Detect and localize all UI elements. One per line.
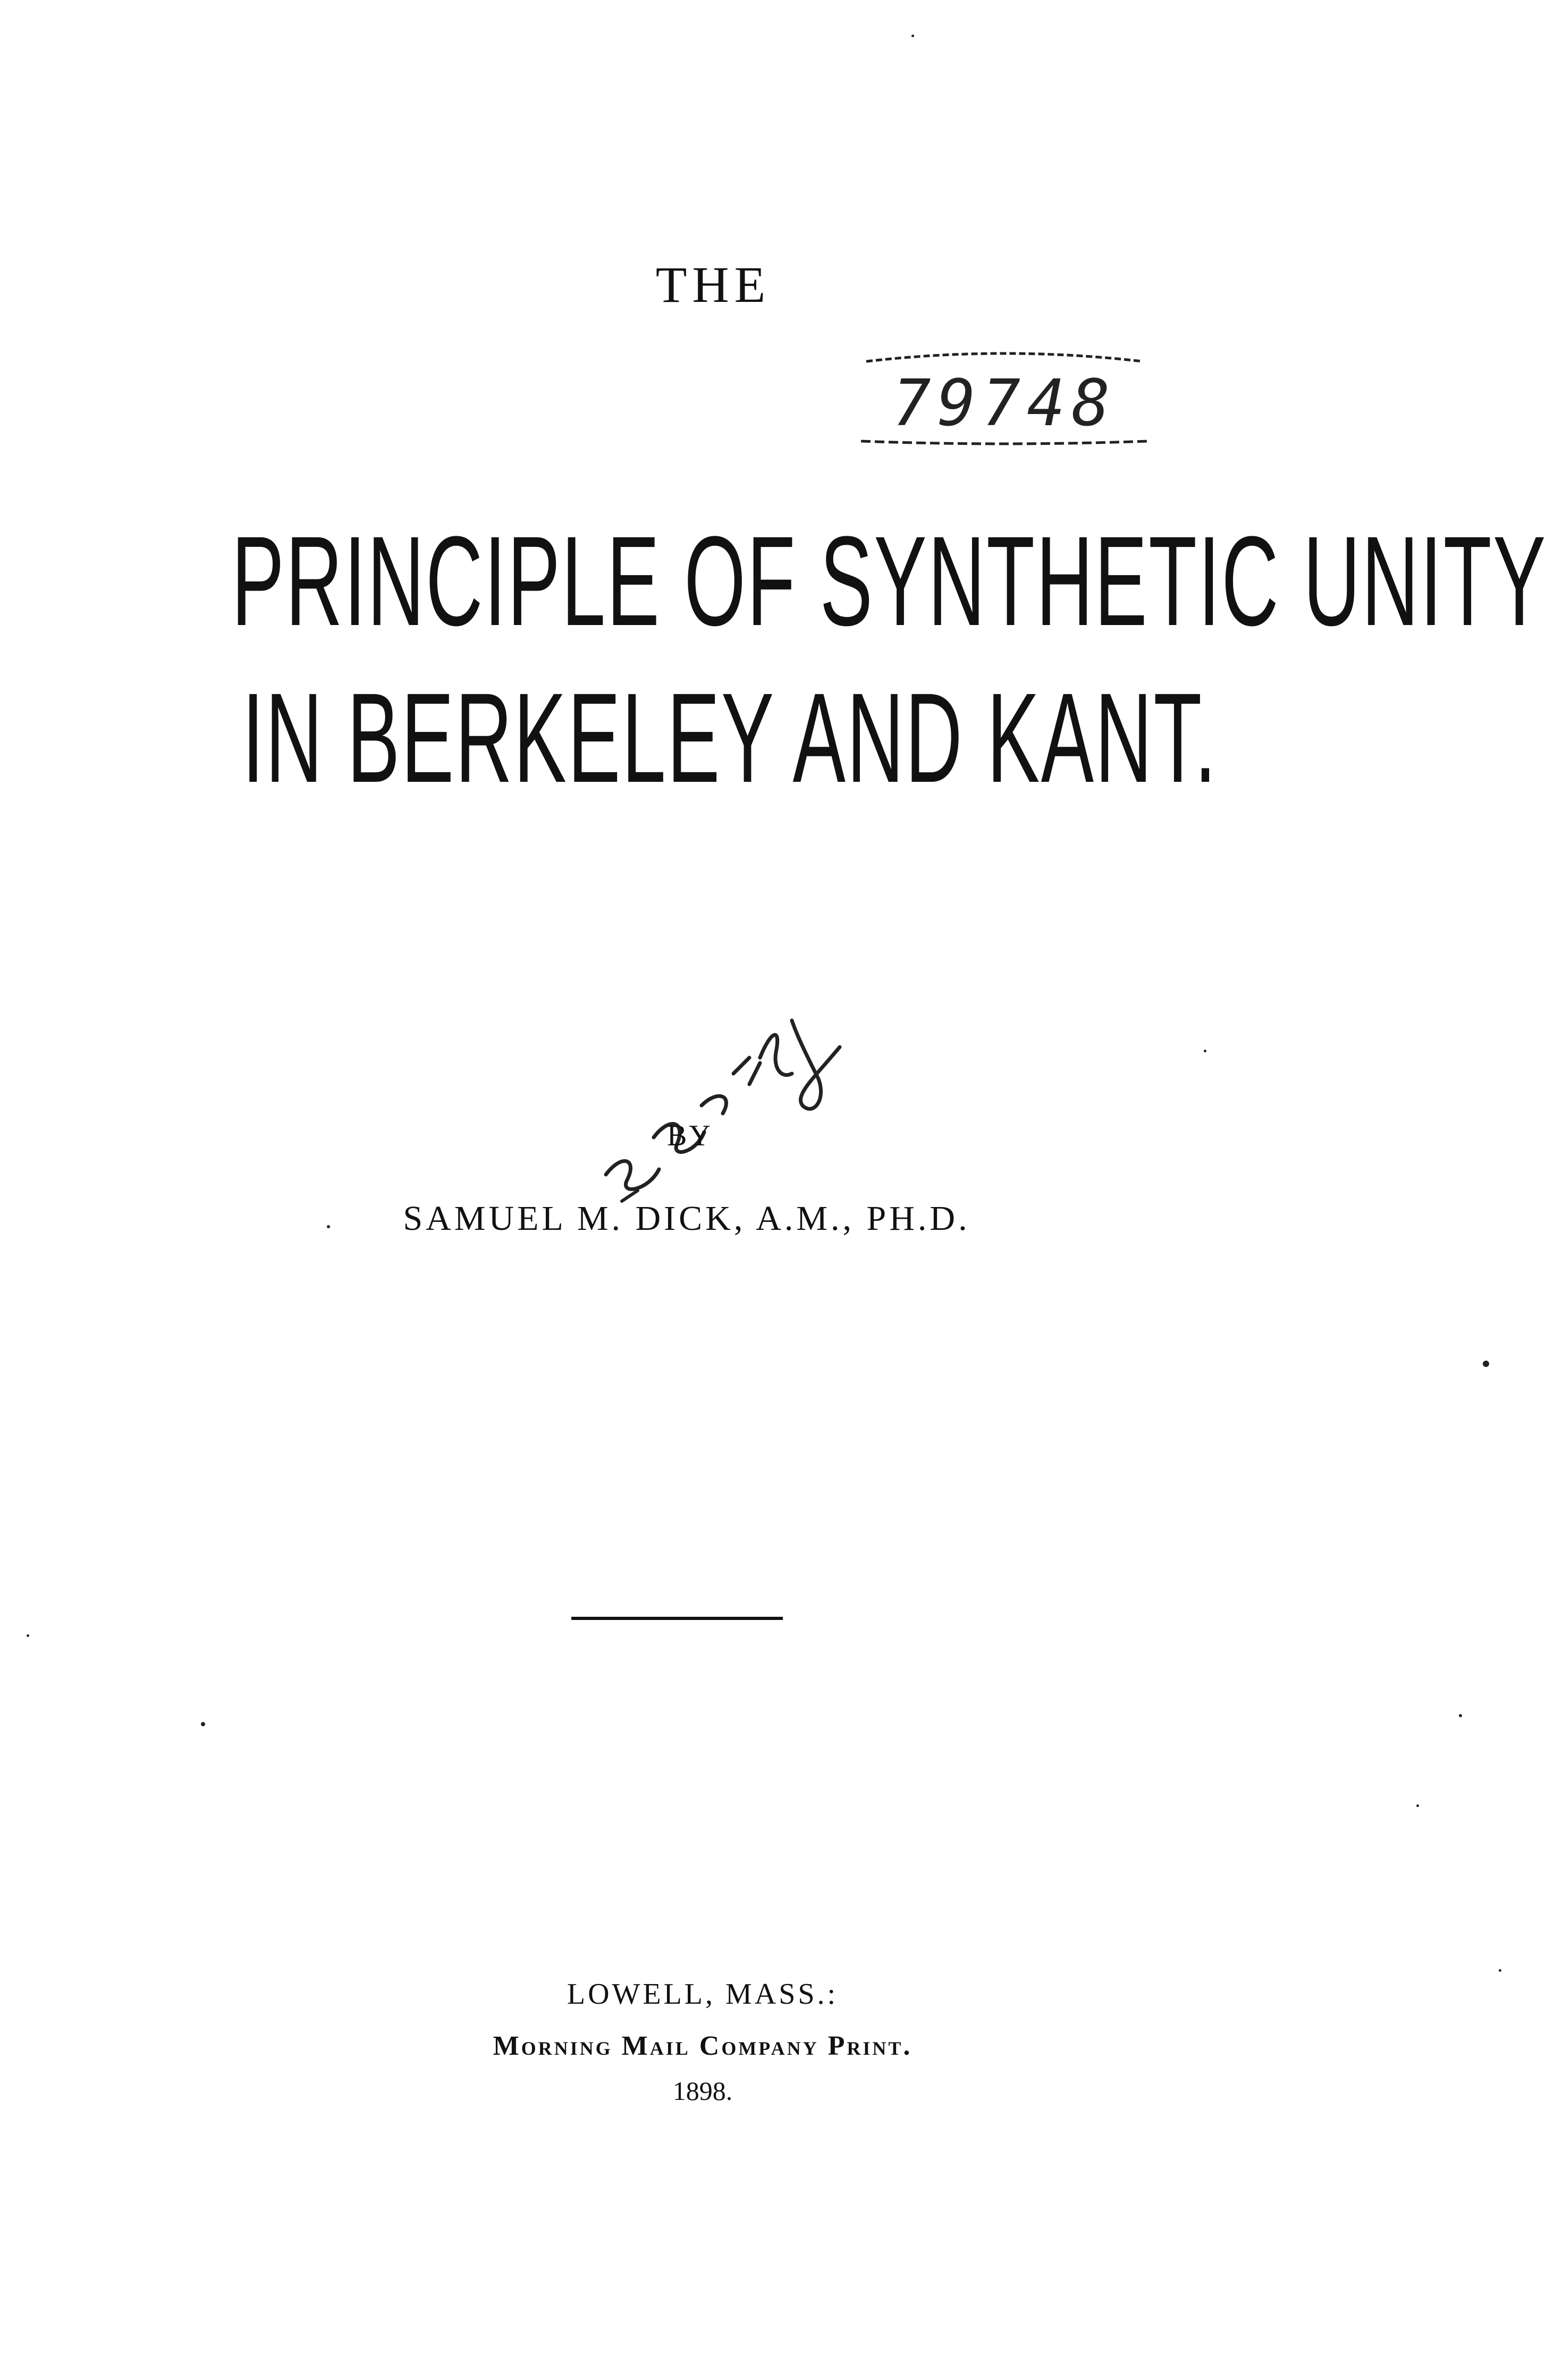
accession-number: 79748: [892, 367, 1117, 441]
paper-speck: [201, 1722, 205, 1726]
by-label: BY: [667, 1119, 713, 1152]
publisher-printer: Morning Mail Company Print.: [493, 2031, 913, 2061]
paper-speck: [911, 35, 914, 37]
handwritten-signature-icon: [590, 999, 866, 1222]
paper-speck: [327, 1225, 330, 1228]
paper-speck: [1204, 1050, 1206, 1052]
publication-year: 1898.: [672, 2076, 733, 2106]
paper-speck: [1483, 1361, 1489, 1367]
paper-speck: [27, 1634, 29, 1637]
paper-speck: [1459, 1714, 1462, 1717]
paper-speck: [1499, 1969, 1501, 1972]
paper-speck: [1416, 1804, 1419, 1807]
author-line: SAMUEL M. DICK, A.M., PH.D.: [403, 1199, 970, 1238]
title-the: THE: [655, 256, 771, 313]
main-title-line-2: IN BERKELEY AND KANT.: [242, 666, 1218, 809]
main-title-line-1: PRINCIPLE OF SYNTHETIC UNITY: [231, 510, 1547, 652]
accession-number-stamp: [856, 340, 1153, 462]
publisher-city: LOWELL, MASS.:: [567, 1978, 839, 2011]
divider-rule: [571, 1617, 783, 1620]
